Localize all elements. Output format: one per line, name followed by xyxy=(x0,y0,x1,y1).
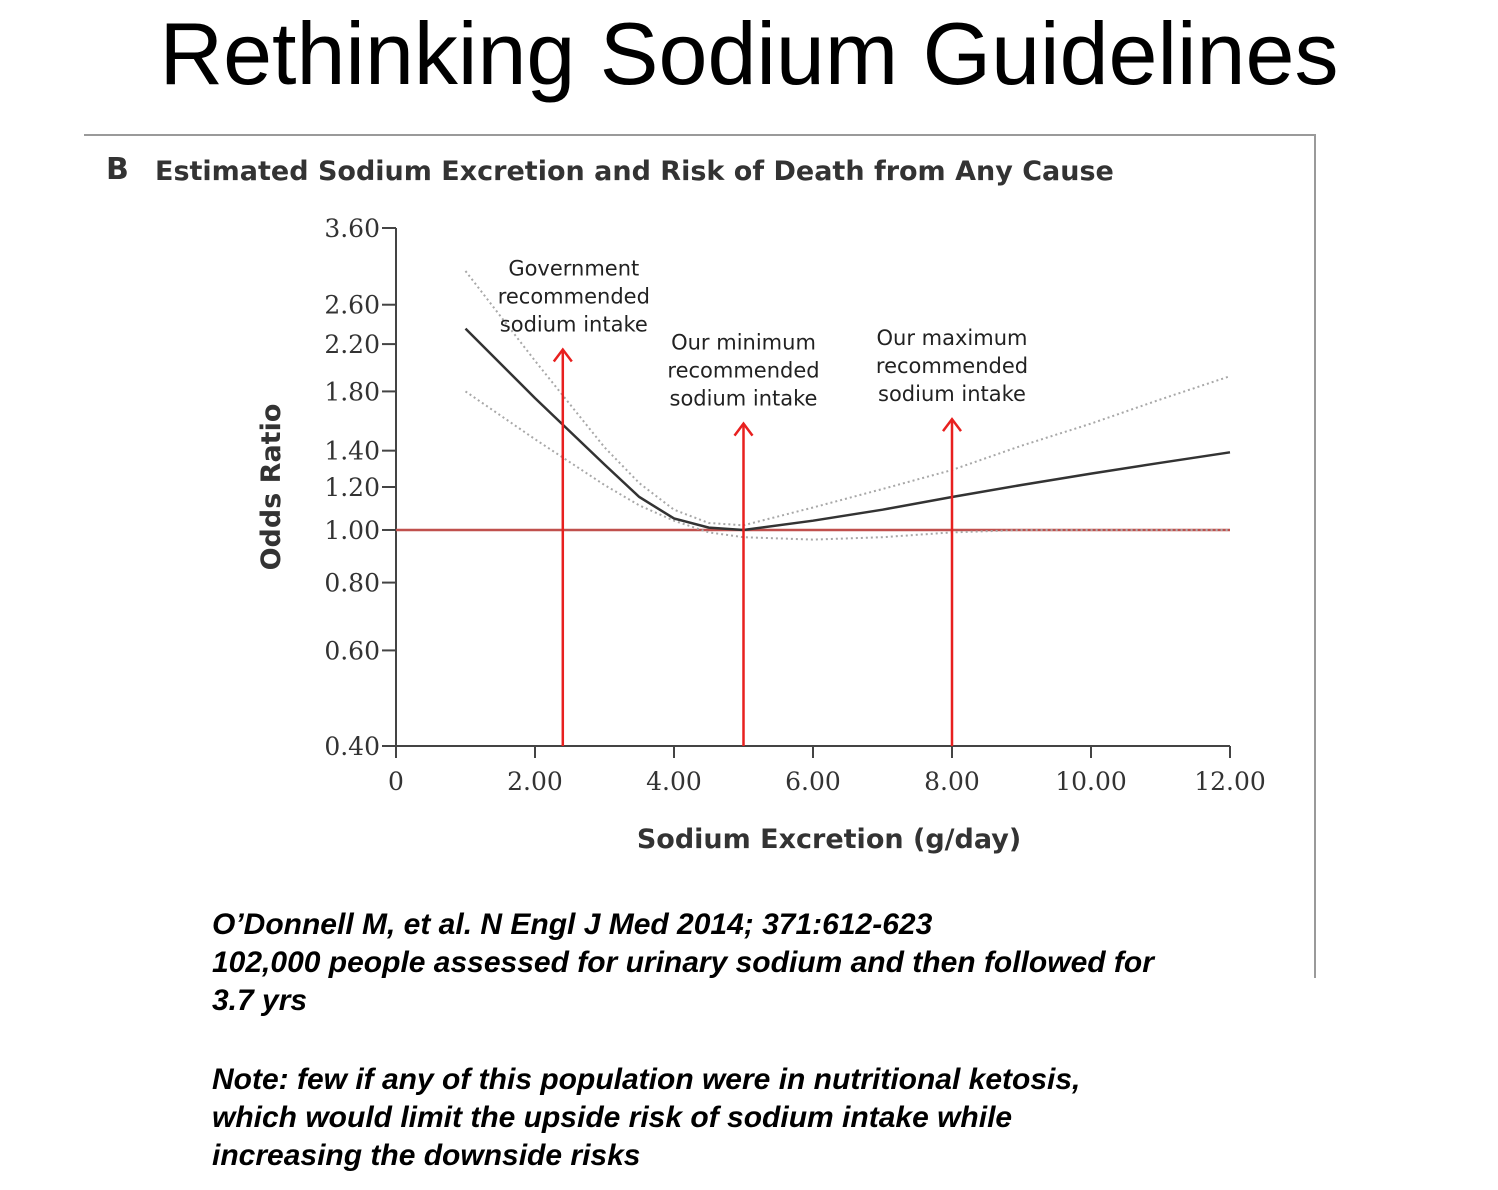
annotation-label-line: Government xyxy=(508,256,640,281)
y-tick-label: 2.60 xyxy=(324,290,380,320)
y-tick-label: 3.60 xyxy=(324,214,380,243)
annotation-label-line: recommended xyxy=(497,284,650,309)
note-line-3: increasing the downside risks xyxy=(212,1139,641,1172)
citation-line-2: 102,000 people assessed for urinary sodium and then followed for xyxy=(212,946,1154,979)
annotation-label-line: sodium intake xyxy=(669,386,818,411)
note-line-1: Note: few if any of this population were in nutritional ketosis, xyxy=(212,1063,1081,1096)
annotation-label-line: Our maximum xyxy=(876,326,1028,351)
y-tick-label: 0.40 xyxy=(324,732,380,761)
y-tick-label: 2.20 xyxy=(324,330,380,360)
annotation-label-line: recommended xyxy=(875,354,1029,379)
estimate-line xyxy=(466,329,1231,530)
y-tick-label: 1.40 xyxy=(324,436,380,466)
x-tick-label: 10.00 xyxy=(1055,767,1127,796)
citation-line-3: 3.7 yrs xyxy=(212,984,308,1017)
x-axis-label: Sodium Excretion (g/day) xyxy=(636,824,1022,855)
annotation-label-line: recommended xyxy=(667,358,820,383)
note xyxy=(212,1061,1272,1175)
x-tick-label: 2.00 xyxy=(507,767,563,796)
y-tick-label: 0.60 xyxy=(324,636,380,666)
note-line-2: which would limit the upside risk of sodium intake while xyxy=(212,1101,1013,1134)
panel-label: B xyxy=(106,152,129,187)
y-tick-label: 0.80 xyxy=(324,568,380,598)
lower-ci-line xyxy=(466,391,1231,539)
x-tick-label: 6.00 xyxy=(785,767,841,796)
citation-line-1: O’Donnell M, et al. N Engl J Med 2014; 371:612-623 xyxy=(212,908,933,941)
x-tick-label: 8.00 xyxy=(924,767,980,796)
y-axis-label: Odds Ratio xyxy=(256,403,287,571)
annotation-label-line: sodium intake xyxy=(878,382,1026,407)
annotation-label-line: Our minimum xyxy=(671,330,816,355)
x-tick-label: 4.00 xyxy=(646,767,702,796)
y-tick-label: 1.20 xyxy=(324,473,380,502)
citation xyxy=(212,906,1272,1020)
slide-title: Rethinking Sodium Guidelines xyxy=(159,4,1339,103)
annotation-label-line: sodium intake xyxy=(499,312,648,337)
x-tick-label: 12.00 xyxy=(1194,767,1266,796)
upper-ci-line xyxy=(466,271,1231,525)
x-tick-label: 0 xyxy=(388,767,404,796)
y-tick-label: 1.00 xyxy=(324,515,380,545)
chart-title: Estimated Sodium Excretion and Risk of Death from Any Cause xyxy=(155,156,1114,187)
y-tick-label: 1.80 xyxy=(324,377,380,407)
